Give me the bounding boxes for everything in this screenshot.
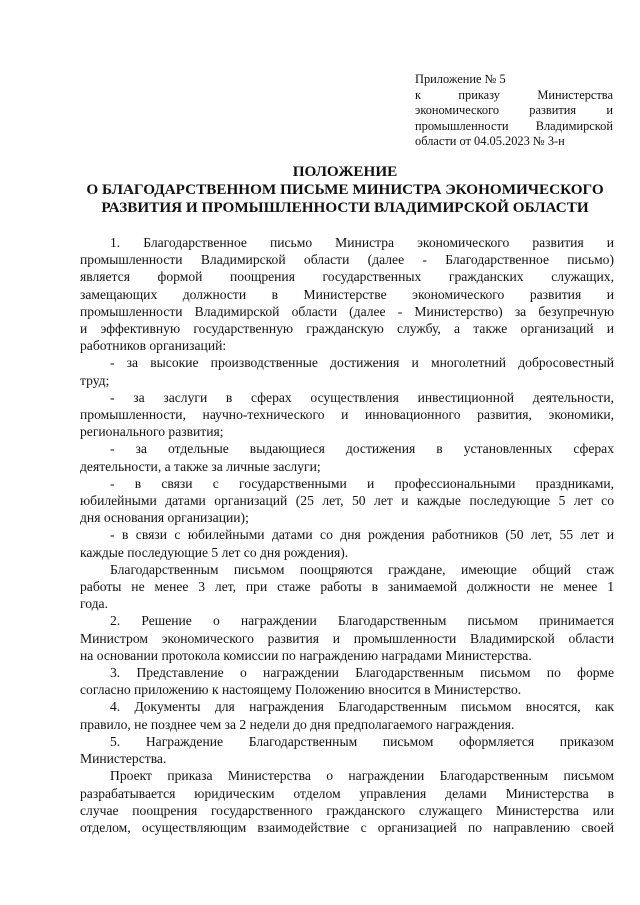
body-line: деятельности, а также за личные заслуги;: [80, 458, 321, 474]
body-line: каждые последующие 5 лет со дня рождения).: [80, 544, 349, 560]
body-line: на основании протокола комиссии по награждению наградами Министерства.: [80, 647, 532, 663]
body-line: работников организаций:: [80, 338, 227, 354]
body-line: Благодарственным письмом поощряются граждане, имеющие общий стаж: [110, 561, 614, 577]
body-line: работы не менее 3 лет, при стаже работы в занимаемой должности не менее 1: [80, 579, 614, 595]
body-line: 2. Решение о награждении Благодарственным письмом принимается: [110, 613, 614, 629]
body-line: промышленности Владимирской области (далее - Министерство) за безупречную: [80, 303, 614, 319]
appendix-line: области от 04.05.2023 № 3-н: [415, 134, 565, 148]
body-line: замещающих должности в Министерстве экономического развития и: [80, 286, 614, 302]
body-line: промышленности, научно-технического и инновационного развития, экономики,: [80, 407, 614, 423]
body-line: регионального развития;: [80, 424, 224, 440]
appendix-line: экономического развития и: [415, 103, 613, 117]
document-body: [80, 234, 614, 836]
title-line: О БЛАГОДАРСТВЕННОМ ПИСЬМЕ МИНИСТРА ЭКОНОМИЧЕСКОГО: [86, 181, 604, 198]
body-line: промышленности Владимирской области (далее - Благодарственное письмо): [80, 252, 614, 268]
body-line: года.: [80, 596, 108, 612]
body-line: 4. Документы для награждения Благодарственным письмом вносятся, как: [110, 699, 614, 715]
body-line: - за отдельные выдающиеся достижения в установленных сферах: [110, 441, 614, 457]
body-line: - за высокие производственные достижения и многолетний добросовестный: [110, 355, 614, 371]
body-line: 3. Представление о награждении Благодарственным письмом по форме: [110, 665, 614, 681]
body-line: и эффективную государственную гражданскую службу, а также организаций и: [80, 321, 614, 337]
body-line: случае поощрения государственного гражданского служащего Министерства или: [80, 802, 614, 818]
body-line: труд;: [80, 372, 110, 388]
body-line: разрабатывается юридическим отделом управления делами Министерства в: [80, 785, 614, 801]
appendix-line: к приказу Министерства: [415, 87, 613, 102]
body-line: 1. Благодарственное письмо Министра экономического развития и: [110, 235, 614, 250]
body-line: юбилейными датами организаций (25 лет, 50 лет и каждые последующие 5 лет со: [80, 493, 614, 509]
appendix-reference: [415, 72, 613, 150]
body-line: - за заслуги в сферах осуществления инвестиционной деятельности,: [110, 389, 614, 405]
body-line: 5. Награждение Благодарственным письмом оформляется приказом: [110, 733, 614, 749]
body-line: правило, не позднее чем за 2 недели до дня предполагаемого награждения.: [80, 716, 515, 732]
document-title: [60, 163, 630, 217]
body-line: - в связи с государственными и профессиональными праздниками,: [110, 475, 614, 491]
body-line: отделом, осуществляющим взаимодействие с организацией по направлению своей: [80, 819, 614, 835]
body-line: согласно приложению к настоящему Положению вносится в Министерство.: [80, 682, 522, 698]
body-line: Министерства.: [80, 751, 167, 767]
body-line: - в связи с юбилейными датами со дня рождения работников (50 лет, 55 лет и: [110, 527, 614, 543]
appendix-line: Приложение № 5: [415, 72, 506, 86]
title-line: ПОЛОЖЕНИЕ: [292, 163, 398, 180]
appendix-line: промышленности Владимирской: [415, 118, 613, 133]
body-line: дня основания организации);: [80, 510, 249, 526]
body-line: Проект приказа Министерства о награждении Благодарственным письмом: [110, 768, 614, 784]
title-line: РАЗВИТИЯ И ПРОМЫШЛЕННОСТИ ВЛАДИМИРСКОЙ ОБЛАСТИ: [101, 199, 589, 216]
body-line: является формой поощрения государственных гражданских служащих,: [80, 269, 614, 285]
body-line: Министром экономического развития и промышленности Владимирской области: [80, 630, 614, 646]
